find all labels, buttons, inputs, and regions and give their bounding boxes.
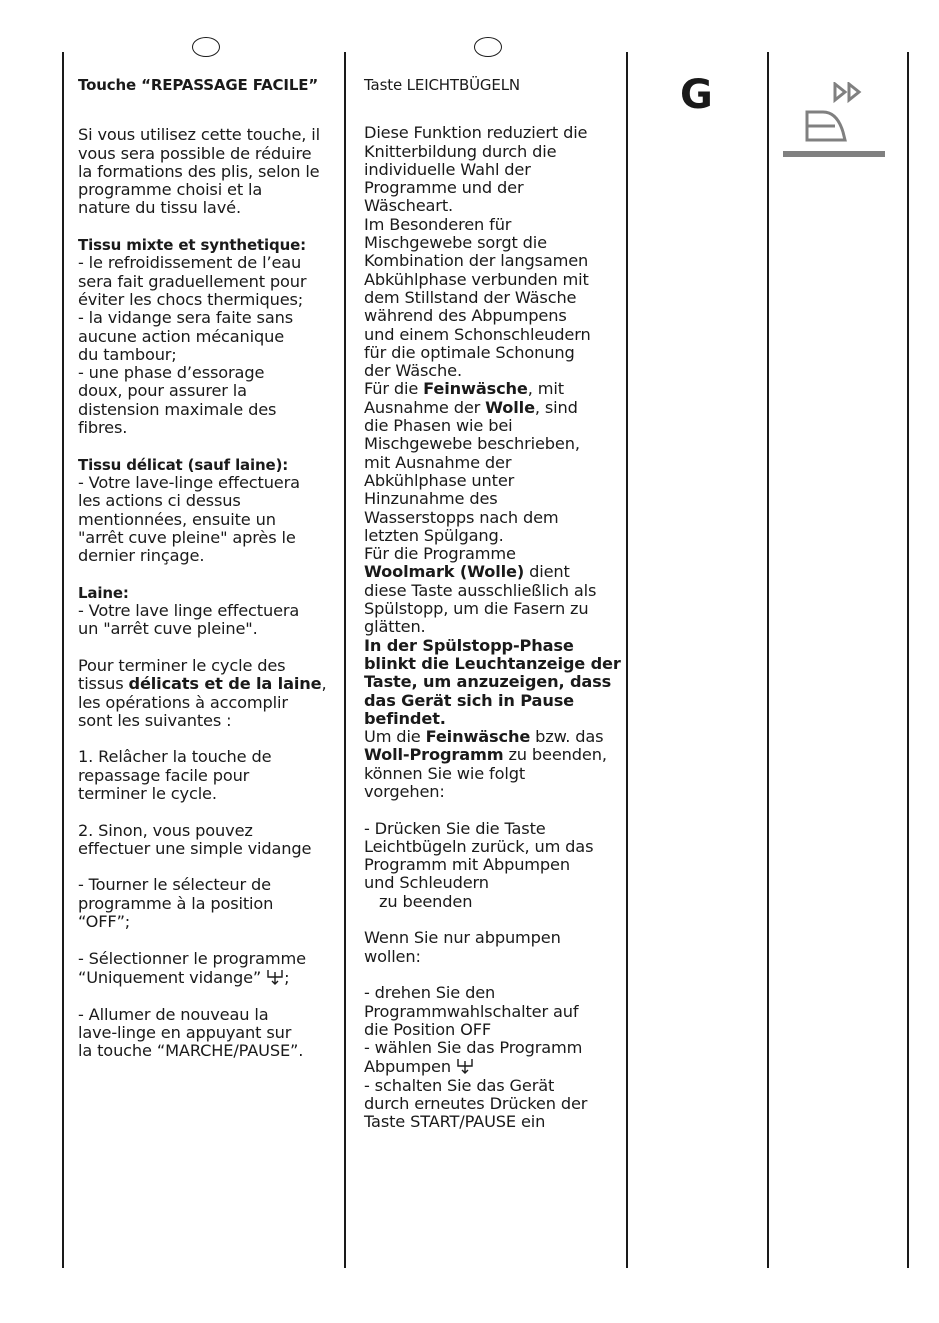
text-span: zu beenden,: [503, 745, 607, 765]
language-marker-french: [192, 37, 220, 57]
text-span: , sind: [534, 397, 578, 417]
text-line: “OFF”;: [78, 912, 131, 932]
text-span: , mit: [527, 379, 564, 399]
column-rule-5: [907, 52, 909, 1268]
text-line: - une phase d’essorage: [78, 363, 265, 383]
text-line: du tambour;: [78, 344, 177, 364]
text-line: aucune action mécanique: [78, 326, 285, 346]
language-marker-german: [474, 37, 502, 57]
text-line: Programm mit Abpumpen: [364, 855, 570, 875]
text-span: Für die: [364, 379, 424, 399]
text-span: Abpumpen: [364, 1057, 451, 1077]
text-span: ;: [284, 967, 290, 987]
bold-text: délicats et de la laine: [128, 674, 322, 694]
text-line: Mischgewebe beschrieben,: [364, 434, 580, 454]
text-line: dem Stillstand der Wäsche: [364, 287, 577, 307]
text-span: dient: [524, 562, 570, 582]
text-line: befindet.: [364, 708, 446, 728]
text-line: individuelle Wahl der: [364, 159, 531, 179]
text-line: Wasserstopps nach dem: [364, 507, 559, 527]
text-span: ,: [321, 674, 327, 694]
text-line: letzten Spülgang.: [364, 525, 504, 545]
text-line: - Sélectionner le programme: [78, 948, 306, 968]
bold-text: Feinwäsche: [423, 379, 528, 399]
text-line: dernier rinçage.: [78, 546, 205, 566]
text-line: les actions ci dessus: [78, 491, 241, 511]
text-line: die Position OFF: [364, 1019, 492, 1039]
column-rule-2: [344, 52, 346, 1268]
text-line: Im Besonderen für: [364, 214, 512, 234]
text-line: fibres.: [78, 418, 128, 438]
text-line: wollen:: [364, 946, 421, 966]
french-column: [78, 76, 340, 1060]
text-line: sont les suivantes :: [78, 710, 232, 730]
text-line: repassage facile pour: [78, 765, 250, 785]
text-line: [364, 1057, 622, 1076]
text-line: während des Abpumpens: [364, 306, 567, 326]
text-line: durch erneutes Drücken der: [364, 1094, 588, 1114]
bold-text: Woolmark (Wolle): [364, 562, 525, 582]
text-line: terminer le cycle.: [78, 783, 217, 803]
easy-iron-icon: [783, 82, 885, 160]
text-line: les opérations à accomplir: [78, 692, 288, 712]
text-line: Programmwahlschalter auf: [364, 1001, 579, 1021]
french-intro: [78, 126, 340, 217]
text-line: [78, 968, 340, 987]
text-span: tissus: [78, 674, 129, 694]
text-line: - le refroidissement de l’eau: [78, 253, 302, 273]
text-line: die Phasen wie bei: [364, 416, 513, 436]
text-line: un "arrêt cuve pleine".: [78, 619, 258, 639]
text-span: Um die: [364, 727, 426, 747]
text-line: distension maximale des: [78, 399, 277, 419]
column-rule-1: [62, 52, 64, 1268]
text-line: Mischgewebe sorgt die: [364, 233, 547, 253]
text-line: - Votre lave linge effectuera: [78, 601, 300, 621]
text-line: - Tourner le sélecteur de: [78, 875, 271, 895]
text-line: - Drücken Sie die Taste: [364, 818, 546, 838]
text-line: - wählen Sie das Programm: [364, 1038, 583, 1058]
text-line: und Schleudern: [364, 873, 489, 893]
text-line: [364, 399, 622, 417]
text-line: - Allumer de nouveau la: [78, 1004, 269, 1024]
text-line: effectuer une simple vidange: [78, 838, 312, 858]
text-line: 1. Relâcher la touche de: [78, 747, 272, 767]
text-line: la formations des plis, selon le: [78, 161, 320, 181]
text-line: nature du tissu lavé.: [78, 198, 241, 218]
text-line: Pour terminer le cycle des: [78, 655, 286, 675]
text-line: Für die Programme: [364, 544, 516, 564]
text-line: Taste START/PAUSE ein: [364, 1112, 546, 1132]
text-line: mentionnées, ensuite un: [78, 509, 276, 529]
text-line: Taste, um anzuzeigen, dass: [364, 672, 612, 692]
text-line: Abkühlphase verbunden mit: [364, 269, 589, 289]
text-line: [364, 728, 622, 746]
text-line: 2. Sinon, vous pouvez: [78, 820, 253, 840]
text-line: mit Ausnahme der: [364, 452, 512, 472]
text-line: lave-linge en appuyant sur: [78, 1022, 292, 1042]
column-rule-3: [626, 52, 628, 1268]
text-line: Hinzunahme des: [364, 489, 498, 509]
german-title: Taste LEICHTBÜGELN: [364, 76, 520, 94]
bold-text: Feinwäsche: [425, 727, 531, 747]
text-line: - schalten Sie das Gerät: [364, 1075, 555, 1095]
text-line: [364, 746, 622, 764]
text-line: [364, 563, 622, 581]
text-line: - drehen Sie den: [364, 983, 496, 1003]
french-wool-heading: Laine:: [78, 583, 129, 602]
text-line: sera fait graduellement pour: [78, 271, 307, 291]
text-line: zu beenden: [364, 891, 473, 911]
french-title: Touche “REPASSAGE FACILE”: [78, 76, 319, 94]
text-line: doux, pour assurer la: [78, 381, 247, 401]
text-line: Wäscheart.: [364, 196, 454, 216]
text-line: diese Taste ausschließlich als: [364, 580, 597, 600]
section-letter: G: [680, 72, 713, 118]
text-line: programme choisi et la: [78, 180, 263, 200]
text-line: blinkt die Leuchtanzeige der: [364, 653, 621, 673]
bold-text: Wolle: [485, 397, 535, 417]
text-line: - la vidange sera faite sans: [78, 308, 293, 328]
german-column: [364, 76, 622, 1132]
text-span: bzw. das: [530, 727, 604, 747]
text-line: [364, 380, 622, 398]
french-delicate-heading: Tissu délicat (sauf laine):: [78, 455, 289, 474]
column-rule-4: [767, 52, 769, 1268]
text-line: programme à la position: [78, 893, 274, 913]
text-line: glätten.: [364, 617, 426, 637]
text-line: Knitterbildung durch die: [364, 141, 557, 161]
bold-text: Woll-Programm: [364, 745, 504, 765]
text-span: “Uniquement vidange”: [78, 967, 262, 987]
text-line: das Gerät sich in Pause: [364, 690, 575, 710]
text-line: Programme und der: [364, 178, 524, 198]
text-line: Kombination der langsamen: [364, 251, 589, 271]
text-line: [78, 675, 340, 693]
text-line: vorgehen:: [364, 781, 445, 801]
text-line: Diese Funktion reduziert die: [364, 123, 588, 143]
text-line: In der Spülstopp-Phase: [364, 635, 574, 655]
text-line: éviter les chocs thermiques;: [78, 289, 304, 309]
text-line: für die optimale Schonung: [364, 342, 575, 362]
text-line: vous sera possible de réduire: [78, 143, 312, 163]
french-mixed-heading: Tissu mixte et synthetique:: [78, 236, 306, 255]
text-span: Ausnahme der: [364, 397, 486, 417]
text-line: Abkühlphase unter: [364, 470, 515, 490]
text-line: Leichtbügeln zurück, um das: [364, 836, 594, 856]
text-line: Wenn Sie nur abpumpen: [364, 928, 561, 948]
text-line: "arrêt cuve pleine" après le: [78, 527, 296, 547]
text-line: - Votre lave-linge effectuera: [78, 472, 300, 492]
drain-icon: [266, 968, 284, 986]
text-line: der Wäsche.: [364, 361, 462, 381]
drain-icon: [456, 1057, 474, 1075]
text-line: Spülstopp, um die Fasern zu: [364, 599, 589, 619]
text-line: können Sie wie folgt: [364, 763, 526, 783]
text-line: und einem Schonschleudern: [364, 324, 591, 344]
text-line: la touche “MARCHE/PAUSE”.: [78, 1041, 304, 1061]
text-line: Si vous utilisez cette touche, il: [78, 125, 320, 145]
